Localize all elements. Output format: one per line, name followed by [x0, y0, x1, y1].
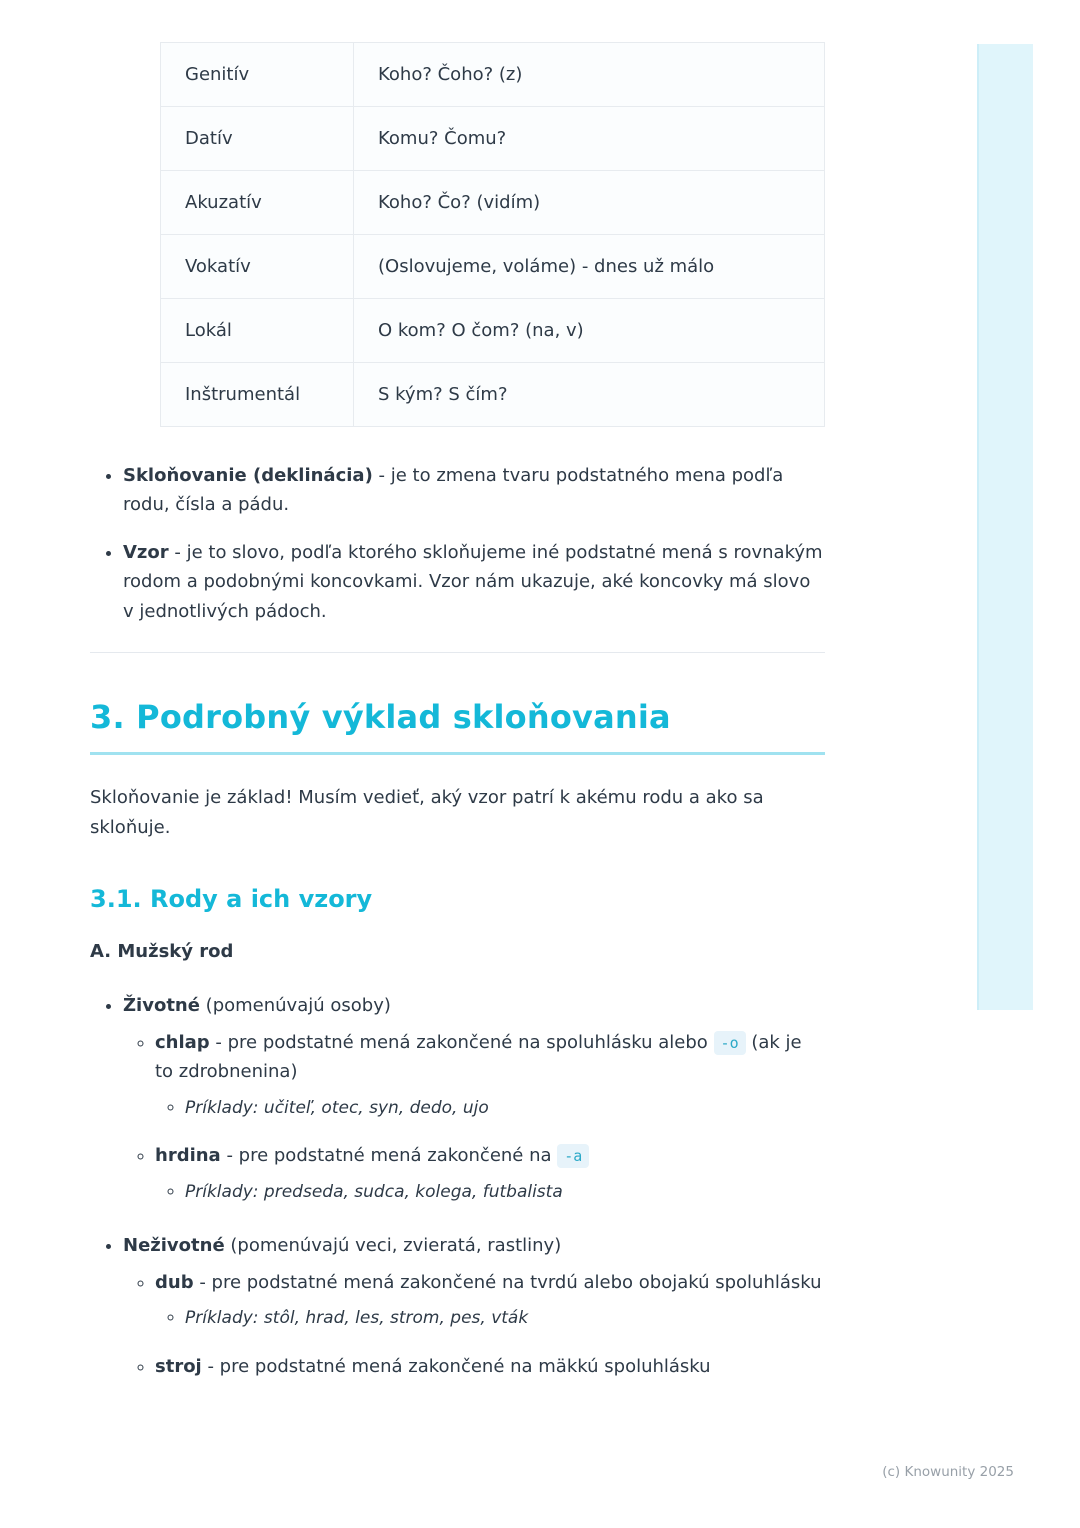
definitions-list	[90, 461, 825, 626]
examples-list	[155, 1095, 825, 1122]
case-table-row	[161, 235, 825, 299]
case-table-row	[161, 107, 825, 171]
case-name-cell: Inštrumentál	[161, 363, 354, 427]
examples-text: Príklady: stôl, hrad, les, strom, pes, vták	[185, 1308, 529, 1329]
case-question-cell: O kom? O čom? (na, v)	[354, 299, 825, 363]
suffix-chip-a: -a	[557, 1144, 589, 1168]
group-a-label: A. Mužský rod	[90, 941, 234, 963]
case-name-cell: Akuzatív	[161, 171, 354, 235]
section-divider	[90, 652, 825, 653]
pattern-term: stroj	[155, 1355, 202, 1377]
outline-term-rest: (pomenúvajú veci, zvieratá, rastliny)	[224, 1234, 562, 1256]
case-name-cell: Lokál	[161, 299, 354, 363]
pattern-item-hrdina	[155, 1142, 825, 1206]
definition-text: - je to slovo, podľa ktorého skloňujeme iné podstatné mená s rovnakým rodom a podobnými koncovkami. Vzor nám ukazuje, aké koncovky má slovo v jednotlivých pádoch.	[123, 542, 823, 622]
outline-term: Životné	[123, 995, 200, 1017]
outline-term-rest: (pomenúvajú osoby)	[199, 995, 391, 1017]
gender-outline-list	[90, 992, 825, 1381]
pattern-item-chlap	[155, 1029, 825, 1122]
subsection-title: 3.1. Rody a ich vzory	[90, 885, 373, 914]
outline-item-animate	[123, 992, 825, 1206]
document-content	[90, 42, 825, 1407]
case-question-cell: Koho? Čo? (vidím)	[354, 171, 825, 235]
outline-item-inanimate	[123, 1232, 825, 1382]
pattern-item-stroj	[155, 1353, 825, 1382]
pattern-item-dub	[155, 1269, 825, 1333]
pattern-description: - pre podstatné mená zakončené na mäkkú spoluhlásku	[201, 1355, 711, 1377]
pattern-description: - pre podstatné mená zakončené na spoluhlásku alebo	[209, 1032, 714, 1054]
pattern-description: - pre podstatné mená zakončené na	[220, 1144, 558, 1166]
definition-item-sklonovanie	[123, 461, 825, 519]
examples-text: Príklady: učiteľ, otec, syn, dedo, ujo	[185, 1097, 489, 1118]
definition-text: - je to zmena tvaru podstatného mena podľa rodu, čísla a pádu.	[123, 465, 784, 516]
case-name-cell: Datív	[161, 107, 354, 171]
case-table-row	[161, 171, 825, 235]
definition-term: Skloňovanie (deklinácia)	[123, 465, 373, 486]
examples-item	[185, 1095, 825, 1122]
case-table	[160, 42, 825, 427]
case-question-cell: (Oslovujeme, voláme) - dnes už málo	[354, 235, 825, 299]
pattern-term: dub	[155, 1271, 194, 1293]
examples-list	[155, 1179, 825, 1206]
inanimate-patterns-list	[123, 1269, 825, 1382]
examples-list	[155, 1305, 825, 1332]
case-question-cell: Komu? Čomu?	[354, 107, 825, 171]
definition-item-vzor	[123, 538, 825, 625]
case-table-row	[161, 299, 825, 363]
case-table-row	[161, 43, 825, 107]
case-name-cell: Genitív	[161, 43, 354, 107]
case-table-body	[161, 43, 825, 427]
case-question-cell: S kým? S čím?	[354, 363, 825, 427]
pattern-term: chlap	[155, 1032, 210, 1054]
pattern-term: hrdina	[155, 1144, 221, 1166]
copyright-footer: (c) Knowunity 2025	[882, 1464, 1014, 1480]
animate-patterns-list	[123, 1029, 825, 1206]
outline-term: Neživotné	[123, 1234, 225, 1256]
page-side-strip	[977, 44, 1033, 1010]
section-title: 3. Podrobný výklad skloňovania	[90, 697, 671, 736]
suffix-chip-o: -o	[714, 1031, 746, 1055]
case-table-row	[161, 363, 825, 427]
pattern-description: - pre podstatné mená zakončené na tvrdú alebo obojakú spoluhlásku	[193, 1271, 822, 1293]
section-intro: Skloňovanie je základ! Musím vedieť, aký vzor patrí k akému rodu a ako sa skloňuje.	[90, 786, 764, 839]
examples-item	[185, 1179, 825, 1206]
examples-text: Príklady: predseda, sudca, kolega, futbalista	[185, 1181, 563, 1202]
case-question-cell: Koho? Čoho? (z)	[354, 43, 825, 107]
pattern-description-post: (ak je to zdrobnenina)	[155, 1032, 802, 1082]
section-title-underline	[90, 752, 825, 755]
examples-item	[185, 1305, 825, 1332]
definition-term: Vzor	[123, 542, 169, 564]
case-name-cell: Vokatív	[161, 235, 354, 299]
